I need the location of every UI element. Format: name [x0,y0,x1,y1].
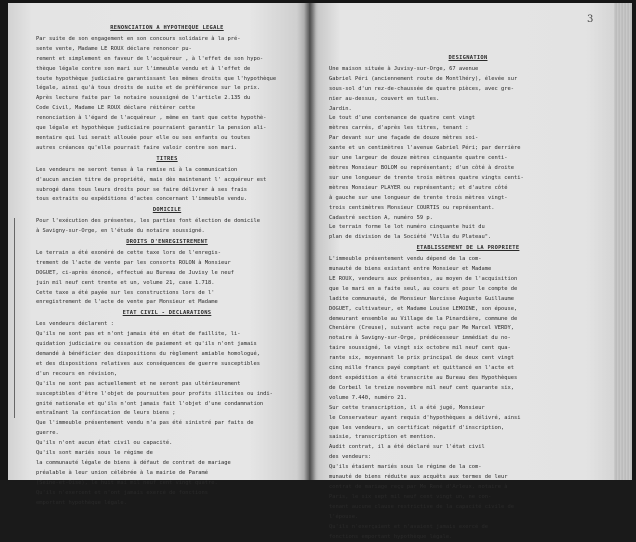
text-line: DOGUET, cultivateur, et Madame Louise LEMOINE, son épouse, [329,305,607,315]
text-line: et des dispositions relatives aux conséquences de guerre susceptibles [36,360,298,370]
text-line: Les vendeurs déclarent : [36,320,298,330]
text-line: juin mil neuf cent trente et un, volume 21, case 1.718. [36,279,298,289]
text-line: autres créances qu'elle pourrait faire valoir contre son mari. [36,144,298,154]
text-line: Le tout d'une contenance de quatre cent vingt [329,114,607,124]
text-line: quidation judiciaire ou cessation de paiement et qu'ils n'ont jamais [36,340,298,350]
text-line: sente vente, Madame LE ROUX déclare renoncer pu- [36,45,298,55]
text-line: d'un recours en révision, [36,370,298,380]
text-line: légale, ainsi qu'à tous droits de suite et de préférence sur le prix. [36,84,298,94]
text-line: Le terrain forme le lot numéro cinquante huit du [329,223,607,233]
open-register-book [8,3,624,480]
text-line: emportant hypothèque légale. [36,499,298,509]
text-line: d'aucun ancien titre de propriété, mais dès maintenant l' acquéreur est [36,176,298,186]
text-line: que le mari en a faite seul, au cours et pour le compte de [329,285,607,295]
right-page-text [329,53,607,542]
text-line: xante et un centimètres l'avenue Gabriel Péri; par derrière [329,144,607,154]
text-line: Par suite de son engagement en son concours solidaire à la pré- [36,35,298,45]
text-line: renonciation à l'égard de l'acquéreur , même en tant que cette hypothè- [36,114,298,124]
text-line: sur une longueur de trente trois mètres quatre vingts centi- [329,174,607,184]
text-line: Que l'immeuble présentement vendu n'a pas été sinistré par faits de [36,419,298,429]
left-page-text [36,23,298,509]
text-line: de Corbeil le treize novembre mil neuf cent quarante six, [329,384,607,394]
text-line: entraînant la confiscation de leurs biens ; [36,409,298,419]
text-line: demandé à bénéficier des dispositions du règlement amiable homologué, [36,350,298,360]
left-page [8,3,309,480]
section-heading: DROITS D'ENREGISTREMENT [36,238,298,248]
page-edges [614,3,632,480]
text-line: l'épouse. [329,513,607,523]
text-line: taire soussigné, le vingt six octobre mil neuf cent qua- [329,344,607,354]
text-line: Paris, le six sept mil neuf cent vingt un, ne con- [329,493,607,503]
text-line: Par devant sur une façade de douze mètres soi- [329,134,607,144]
text-line: mètres Monsieur BOLOM ou représentant; d'un côté à droite [329,164,607,174]
text-line: notaire à Savigny-sur-Orge, prédécesseur immédiat du no- [329,334,607,344]
text-line: à gauche sur une longueur de trente trois mètres vingt- [329,194,607,204]
text-line: que légale et hypothèque judiciaire pourraient garantir la pension ali- [36,124,298,134]
text-line: gnité nationale et qu'ils n'ont jamais fait l'objet d'une condamnation [36,400,298,410]
section-heading: RENONCIATION A HYPOTHEQUE LEGALE [36,24,298,34]
text-line: Qu'ils étaient mariés sous le régime de la com- [329,463,607,473]
text-line: guerre. [36,429,298,439]
text-line: demeurant ensemble au Village de la Pinardière, commune de [329,315,607,325]
text-line: tous extraits ou expéditions d'actes concernant l'immeuble vendu. [36,195,298,205]
text-line: Jardin. [329,105,607,115]
text-line: Code Civil, Madame LE ROUX déclare réitérer cette [36,104,298,114]
text-line: préalable à leur union célébrée à la mairie de Paramé [36,469,298,479]
text-line: fonctions emportant hypothèque légale. [329,533,607,542]
text-line: Une maison située à Juvisy-sur-Orge, 67 avenue [329,65,607,75]
text-line: munauté de biens existant entre Monsieur et Madame [329,265,607,275]
text-line: sous-sol d'un rez-de-chaussée de quatre pièces, avec gre- [329,85,607,95]
section-heading: ETAT CIVIL - DECLARATIONS [36,309,298,319]
book-gutter [304,3,316,480]
text-line: contrat de mariage reçu par Me René d'Arleux, notaire à [329,483,607,493]
margin-bracket-mark [14,218,19,418]
text-line: plan de division de la Société "Villa du Plateau". [329,233,607,243]
text-line: Chenière (Creuse), suivant acte reçu par Me Marcel VERDY, [329,324,607,334]
text-line: Cette taxe a été payée sur les constructions lors de l' [36,289,298,299]
text-line: Qu'ils n'exercent et n'ont jamais exercé de fonctions [36,489,298,499]
text-line: mètres carrés, d'après les titres, tenant : [329,124,607,134]
text-line: enregistrement de l'acte de vente par Monsieur et Madame [36,298,298,308]
page-number: 3 [587,15,593,25]
text-line: Les vendeurs ne seront tenus à la remise ni à la communication [36,166,298,176]
text-line: susceptibles d'être l'objet de poursuites pour profits illicites ou indi- [36,390,298,400]
text-line: la communauté légale de biens à défaut de contrat de mariage [36,459,298,469]
text-line: Pour l'exécution des présentes, les parties font élection de domicile [36,217,298,227]
text-line: L'immeuble présentement vendu dépend de la com- [329,255,607,265]
text-line: Qu'ils ne sont pas et n'ont jamais été en état de faillite, li- [36,330,298,340]
text-line: munauté de biens réduite aux acquêts aux termes de leur [329,473,607,483]
text-line: Qu'ils n'exerçaient et n'avaient jamais exercé de [329,523,607,533]
text-line: Audit contrat, il a été déclaré sur l'état civil [329,443,607,453]
text-line: Qu'ils ne sont pas actuellement et ne seront pas ultérieurement [36,380,298,390]
text-line: Qu'ils n'ont aucun état civil ou capacité. [36,439,298,449]
text-line: trement de l'acte de vente par les consorts ROLON à Monsieur [36,259,298,269]
text-line: le Conservateur ayant requis d'hypothèques a délivré, ainsi [329,414,607,424]
text-line: mètres Monsieur PLAYER ou représentant; et d'autre côté [329,184,607,194]
text-line: saisie, transcription et mention. [329,433,607,443]
text-line: sur une largeur de douze mètres cinquante quatre centi- [329,154,607,164]
text-line: que les vendeurs, un certificat négatif d'inscription, [329,424,607,434]
section-heading: DOMICILE [36,206,298,216]
section-heading: ETABLISSEMENT DE LA PROPRIETE [329,244,607,254]
text-line: trois centimètres Monsieur COURTIS ou représentant. [329,204,607,214]
text-line: dont expédition a été transcrite au Bureau des Hypothèques [329,374,607,384]
text-line: Gabriel Péri (anciennement route de Montlhéry), élevée sur [329,75,607,85]
text-line: Qu'ils sont mariés sous le régime de [36,449,298,459]
text-line: à Savigny-sur-Orge, en l'étude du notaire soussigné. [36,227,298,237]
text-line: rement et simplement en faveur de l'acquéreur , à l'effet de son hypo- [36,55,298,65]
text-line: ladite communauté, de Monsieur Narcisse Auguste Guillaume [329,295,607,305]
section-heading: TITRES [36,155,298,165]
text-line: Cadastré section A, numéro 59 p. [329,214,607,224]
text-line: Sur cette transcription, il a été jugé, Monsieur [329,404,607,414]
text-line: Après lecture faite par le notaire soussigné de l'article 2.135 du [36,94,298,104]
text-line: volume 7.440, numéro 21. [329,394,607,404]
text-line: (Seine-et-Oise), le huit mai mil neuf cent vingt quatre. [36,479,298,489]
text-line: LE ROUX, vendeurs aux présentes, au moyen de l'acquisition [329,275,607,285]
right-page [309,3,624,480]
text-line: nier au-dessus, couvert en tuiles. [329,95,607,105]
text-line: des vendeurs: [329,453,607,463]
text-line: rante six, moyennant le prix principal de deux cent vingt [329,354,607,364]
text-line: tenant aucune clause restrictive de la capacité civile de [329,503,607,513]
text-line: DOGUET, ci-après énoncé, effectué au Bureau de Juvisy le neuf [36,269,298,279]
text-line: subrogé dans tous leurs droits pour se faire délivrer à ses frais [36,186,298,196]
text-line: thèque légale contre son mari sur l'immeuble vendu et à l'effet de [36,65,298,75]
text-line: mentaire qui lui serait allouée pour elle ou ses enfants ou toutes [36,134,298,144]
text-line: cinq mille francs payé comptant et quittancé en l'acte et [329,364,607,374]
section-heading: DESIGNATION [329,54,607,64]
text-line: Le terrain a été exonéré de cette taxe lors de l'enregis- [36,249,298,259]
text-line: toute hypothèque judiciaire garantissant les mêmes droits que l'hypothèque [36,75,298,85]
